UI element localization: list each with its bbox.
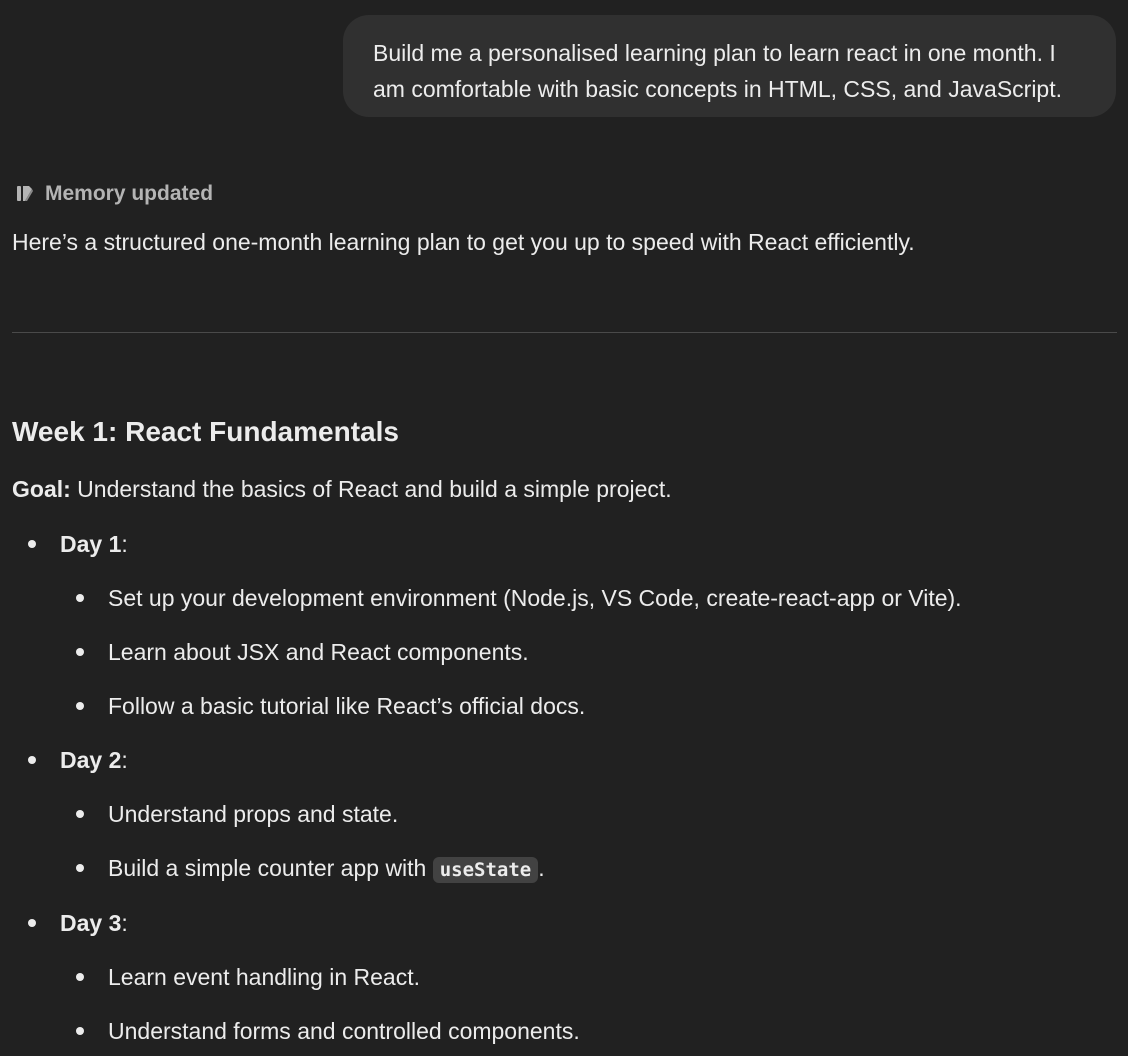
list-item-suffix: . xyxy=(538,855,545,881)
day-colon: : xyxy=(121,910,128,936)
user-message-line-2: am comfortable with basic concepts in HTML, CSS, and JavaScript. xyxy=(373,76,1063,102)
day-label: Day 3 xyxy=(60,910,122,936)
list-item-day-2 xyxy=(60,743,128,777)
user-message-bubble xyxy=(343,15,1116,117)
bullet-dot xyxy=(76,1027,84,1035)
list-item-text: Build a simple counter app with xyxy=(108,855,433,881)
list-item xyxy=(108,960,420,994)
bullet-dot xyxy=(76,594,84,602)
list-item xyxy=(108,1014,580,1048)
memory-updated-label: Memory updated xyxy=(45,182,214,205)
bullet-dot xyxy=(28,756,36,764)
list-item-day-1 xyxy=(60,527,128,561)
list-item-text: Understand forms and controlled components. xyxy=(108,1018,580,1044)
list-item-text: Follow a basic tutorial like React’s official docs. xyxy=(108,693,586,719)
list-item-text: Set up your development environment (Node.js, VS Code, create-react-app or Vite). xyxy=(108,585,962,611)
inline-code: useState xyxy=(433,857,539,883)
day-colon: : xyxy=(121,747,128,773)
bullet-dot xyxy=(28,540,36,548)
day-colon: : xyxy=(121,531,128,557)
bullet-dot xyxy=(76,864,84,872)
list-item xyxy=(108,581,962,615)
list-item-day-3 xyxy=(60,906,128,940)
bullet-dot xyxy=(76,648,84,656)
section-divider xyxy=(12,332,1117,333)
list-item xyxy=(108,635,529,669)
goal-text: Understand the basics of React and build a simple project. xyxy=(70,476,672,502)
memory-updated-notice[interactable] xyxy=(14,180,213,208)
bullet-dot xyxy=(76,702,84,710)
day-label: Day 1 xyxy=(60,531,122,557)
list-item xyxy=(108,851,545,887)
goal-label: Goal: xyxy=(12,476,71,502)
week-1-heading: Week 1: React Fundamentals xyxy=(12,416,399,447)
bullet-dot xyxy=(28,919,36,927)
bullet-dot xyxy=(76,973,84,981)
response-intro: Here’s a structured one-month learning plan to get you up to speed with React efficiently. xyxy=(12,229,915,255)
list-item-text: Learn about JSX and React components. xyxy=(108,639,529,665)
list-item xyxy=(108,689,585,723)
list-item xyxy=(108,797,398,831)
week-1-goal xyxy=(12,472,672,506)
list-item-text: Understand props and state. xyxy=(108,801,399,827)
list-item-text: Learn event handling in React. xyxy=(108,964,420,990)
user-message-line-1: Build me a personalised learning plan to learn react in one month. I xyxy=(373,40,1056,66)
bullet-dot xyxy=(76,810,84,818)
memory-edit-icon xyxy=(14,183,36,205)
day-label: Day 2 xyxy=(60,747,122,773)
